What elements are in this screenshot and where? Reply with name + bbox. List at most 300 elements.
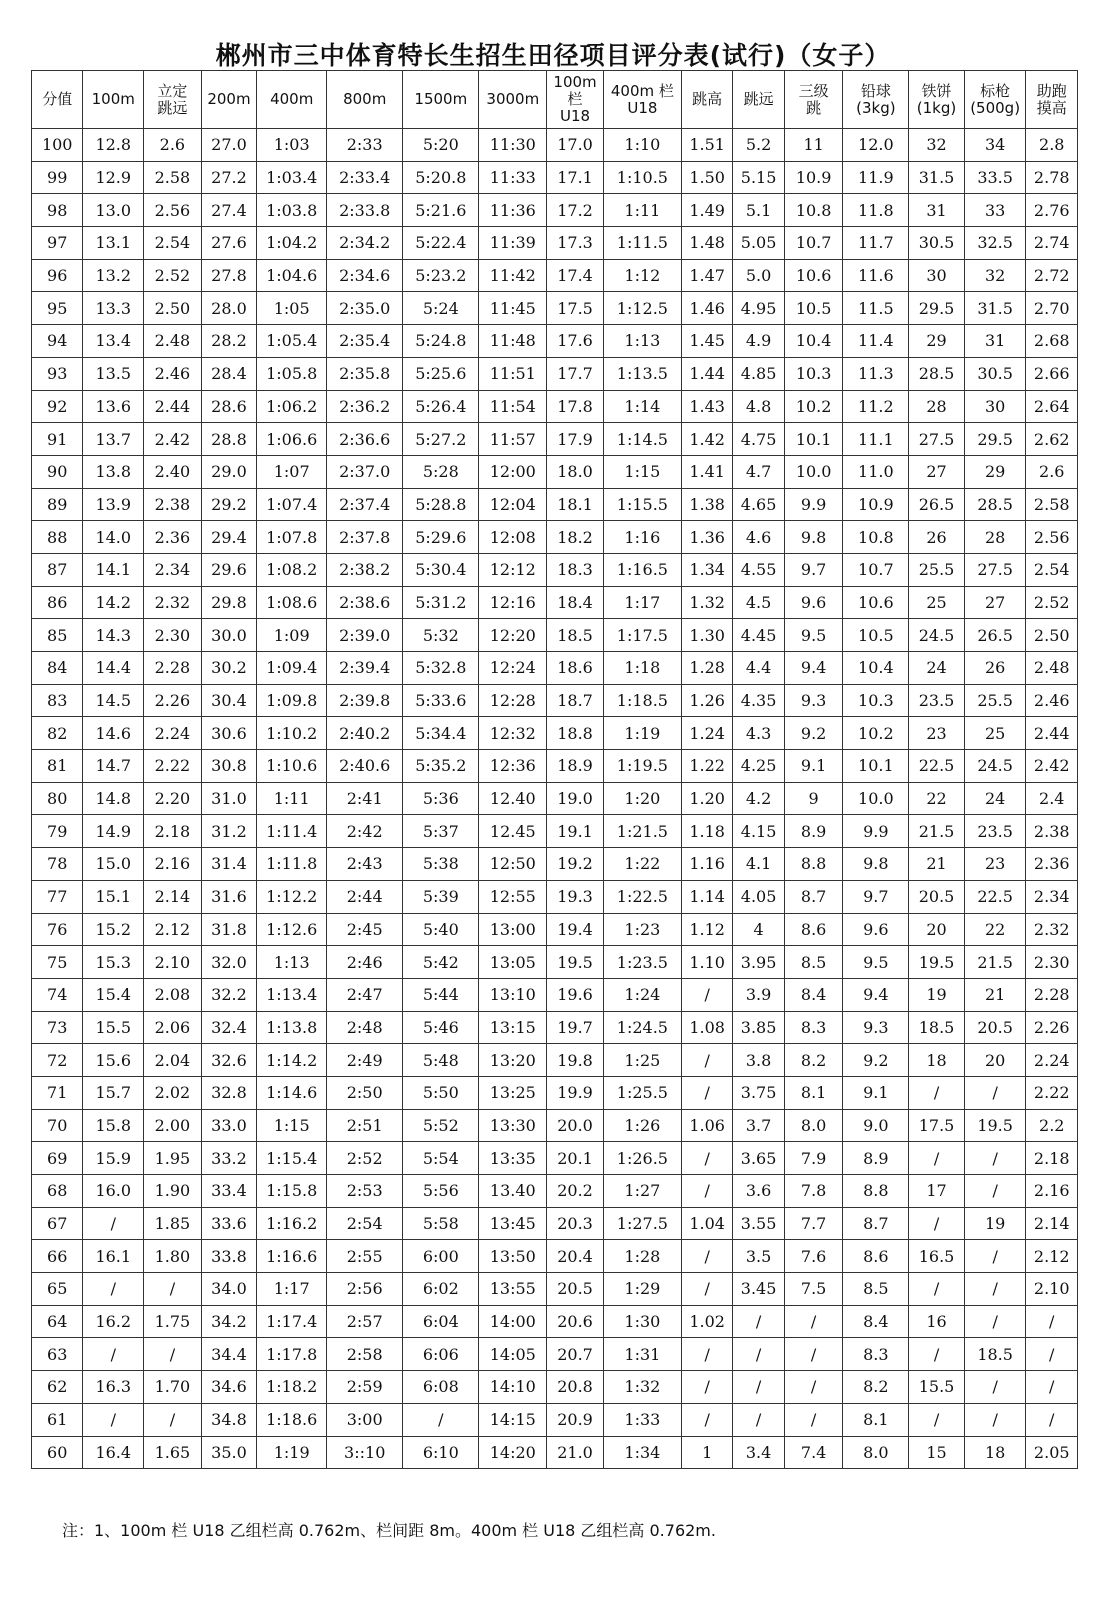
score-cell: 79 bbox=[32, 815, 83, 848]
table-cell: 1:34 bbox=[603, 1436, 681, 1469]
table-cell: 35.0 bbox=[201, 1436, 257, 1469]
table-cell: 10.2 bbox=[843, 717, 909, 750]
table-cell: / bbox=[784, 1371, 843, 1404]
table-cell: 5:56 bbox=[403, 1175, 479, 1208]
table-cell: 4.6 bbox=[733, 521, 784, 554]
table-cell: 27.4 bbox=[201, 194, 257, 227]
table-cell: 3.55 bbox=[733, 1207, 784, 1240]
table-cell: 27 bbox=[909, 455, 965, 488]
table-cell: 5:40 bbox=[403, 913, 479, 946]
table-cell: 19.1 bbox=[547, 815, 604, 848]
table-cell: 2.4 bbox=[1026, 782, 1078, 815]
table-cell: 1.41 bbox=[681, 455, 732, 488]
table-cell: 20.9 bbox=[547, 1403, 604, 1436]
table-cell: 1:07.8 bbox=[257, 521, 327, 554]
table-row bbox=[32, 1207, 1078, 1240]
table-cell: 34.8 bbox=[201, 1403, 257, 1436]
column-header: 跳远 bbox=[733, 71, 784, 129]
table-cell: 6:00 bbox=[403, 1240, 479, 1273]
table-cell: 24 bbox=[909, 652, 965, 685]
table-cell: 18.8 bbox=[547, 717, 604, 750]
score-cell: 80 bbox=[32, 782, 83, 815]
table-cell: 19.0 bbox=[547, 782, 604, 815]
table-cell: 6:08 bbox=[403, 1371, 479, 1404]
table-cell: 11.6 bbox=[843, 259, 909, 292]
table-cell: 33 bbox=[964, 194, 1026, 227]
table-cell: 14.2 bbox=[83, 586, 144, 619]
table-cell: 29 bbox=[964, 455, 1026, 488]
table-cell: 33.8 bbox=[201, 1240, 257, 1273]
table-cell: 5:29.6 bbox=[403, 521, 479, 554]
table-cell: 30.0 bbox=[201, 619, 257, 652]
table-row bbox=[32, 815, 1078, 848]
table-cell: 32.4 bbox=[201, 1011, 257, 1044]
table-cell: 13:05 bbox=[479, 946, 547, 979]
table-cell: 15.8 bbox=[83, 1109, 144, 1142]
table-cell: / bbox=[909, 1142, 965, 1175]
table-cell: 9.1 bbox=[843, 1076, 909, 1109]
table-cell: 14:15 bbox=[479, 1403, 547, 1436]
table-cell: 1.32 bbox=[681, 586, 732, 619]
table-cell: 11.5 bbox=[843, 292, 909, 325]
table-cell: / bbox=[964, 1142, 1026, 1175]
table-cell: 13.6 bbox=[83, 390, 144, 423]
table-cell: 15.1 bbox=[83, 880, 144, 913]
table-cell: 5.1 bbox=[733, 194, 784, 227]
table-cell: 32 bbox=[909, 129, 965, 162]
table-cell: 1:31 bbox=[603, 1338, 681, 1371]
table-cell: 1:05 bbox=[257, 292, 327, 325]
table-cell: 23.5 bbox=[964, 815, 1026, 848]
table-cell: 18.5 bbox=[547, 619, 604, 652]
table-cell: 18 bbox=[964, 1436, 1026, 1469]
table-cell: 11:51 bbox=[479, 357, 547, 390]
table-cell: 28 bbox=[964, 521, 1026, 554]
table-cell: 26 bbox=[964, 652, 1026, 685]
table-cell: 2:51 bbox=[327, 1109, 403, 1142]
table-cell: 2:43 bbox=[327, 848, 403, 881]
table-cell: 30.5 bbox=[964, 357, 1026, 390]
table-cell: 8.2 bbox=[784, 1044, 843, 1077]
table-cell: 1.08 bbox=[681, 1011, 732, 1044]
table-cell: 13.7 bbox=[83, 423, 144, 456]
table-cell: 11.3 bbox=[843, 357, 909, 390]
table-cell: 3:00 bbox=[327, 1403, 403, 1436]
table-cell: 1:13.8 bbox=[257, 1011, 327, 1044]
table-cell: 20.5 bbox=[964, 1011, 1026, 1044]
table-cell: / bbox=[681, 1142, 732, 1175]
table-cell: 2.04 bbox=[144, 1044, 202, 1077]
table-row bbox=[32, 946, 1078, 979]
table-cell: 32 bbox=[964, 259, 1026, 292]
table-cell: 17.1 bbox=[547, 161, 604, 194]
table-cell: 1:08.6 bbox=[257, 586, 327, 619]
table-cell: 1.50 bbox=[681, 161, 732, 194]
table-cell: 2.34 bbox=[1026, 880, 1078, 913]
table-cell: 6:10 bbox=[403, 1436, 479, 1469]
table-cell: 29.4 bbox=[201, 521, 257, 554]
score-cell: 96 bbox=[32, 259, 83, 292]
table-cell: 4.4 bbox=[733, 652, 784, 685]
table-cell: 2.00 bbox=[144, 1109, 202, 1142]
table-cell: 5:42 bbox=[403, 946, 479, 979]
table-cell: 12:16 bbox=[479, 586, 547, 619]
score-cell: 88 bbox=[32, 521, 83, 554]
table-row bbox=[32, 357, 1078, 390]
table-cell: 29.6 bbox=[201, 553, 257, 586]
table-cell: 2:33.8 bbox=[327, 194, 403, 227]
table-cell: 2.64 bbox=[1026, 390, 1078, 423]
table-cell: 32.0 bbox=[201, 946, 257, 979]
table-cell: 28.6 bbox=[201, 390, 257, 423]
table-cell: / bbox=[909, 1338, 965, 1371]
table-cell: 2.20 bbox=[144, 782, 202, 815]
table-cell: 14.1 bbox=[83, 553, 144, 586]
table-cell: 2.52 bbox=[144, 259, 202, 292]
table-row bbox=[32, 553, 1078, 586]
table-cell: / bbox=[1026, 1305, 1078, 1338]
table-cell: 28.5 bbox=[964, 488, 1026, 521]
table-cell: 2:40.6 bbox=[327, 750, 403, 783]
table-cell: 5:31.2 bbox=[403, 586, 479, 619]
table-cell: 19.5 bbox=[964, 1109, 1026, 1142]
table-cell: 14.8 bbox=[83, 782, 144, 815]
table-cell: 29.0 bbox=[201, 455, 257, 488]
table-cell: 31.8 bbox=[201, 913, 257, 946]
table-cell: 2.70 bbox=[1026, 292, 1078, 325]
table-cell: 1.75 bbox=[144, 1305, 202, 1338]
table-cell: 1.48 bbox=[681, 227, 732, 260]
table-cell: 33.4 bbox=[201, 1175, 257, 1208]
table-cell: 22 bbox=[964, 913, 1026, 946]
column-header: 铅球 (3kg) bbox=[843, 71, 909, 129]
table-cell: 1.34 bbox=[681, 553, 732, 586]
table-row bbox=[32, 1403, 1078, 1436]
table-cell: 1:25 bbox=[603, 1044, 681, 1077]
table-cell: 2:58 bbox=[327, 1338, 403, 1371]
table-cell: 2.02 bbox=[144, 1076, 202, 1109]
table-cell: 14:20 bbox=[479, 1436, 547, 1469]
table-cell: 2:39.4 bbox=[327, 652, 403, 685]
table-cell: / bbox=[964, 1403, 1026, 1436]
table-cell: 2:40.2 bbox=[327, 717, 403, 750]
table-cell: 18.2 bbox=[547, 521, 604, 554]
table-cell: 31.5 bbox=[964, 292, 1026, 325]
table-cell: 1:03.8 bbox=[257, 194, 327, 227]
table-cell: / bbox=[1026, 1338, 1078, 1371]
table-cell: 3.45 bbox=[733, 1273, 784, 1306]
table-cell: 2.56 bbox=[144, 194, 202, 227]
table-cell: 15.5 bbox=[83, 1011, 144, 1044]
table-cell: 1.12 bbox=[681, 913, 732, 946]
table-cell: 2.58 bbox=[144, 161, 202, 194]
table-cell: 13:45 bbox=[479, 1207, 547, 1240]
table-cell: 8.5 bbox=[784, 946, 843, 979]
table-cell: / bbox=[909, 1076, 965, 1109]
table-cell: 17.5 bbox=[547, 292, 604, 325]
table-cell: 2.16 bbox=[144, 848, 202, 881]
table-cell: 12:24 bbox=[479, 652, 547, 685]
table-cell: 1:12 bbox=[603, 259, 681, 292]
table-cell: 2.54 bbox=[1026, 553, 1078, 586]
table-cell: 12:08 bbox=[479, 521, 547, 554]
table-cell: 3.4 bbox=[733, 1436, 784, 1469]
column-header: 100m bbox=[83, 71, 144, 129]
table-cell: 5:37 bbox=[403, 815, 479, 848]
column-header: 3000m bbox=[479, 71, 547, 129]
table-cell: 1:23 bbox=[603, 913, 681, 946]
table-cell: 1:12.2 bbox=[257, 880, 327, 913]
score-cell: 78 bbox=[32, 848, 83, 881]
table-cell: 4 bbox=[733, 913, 784, 946]
table-cell: 3.9 bbox=[733, 978, 784, 1011]
table-cell: / bbox=[784, 1305, 843, 1338]
table-cell: 2.46 bbox=[144, 357, 202, 390]
table-cell: 20.6 bbox=[547, 1305, 604, 1338]
table-cell: 1:21.5 bbox=[603, 815, 681, 848]
table-cell: 13:15 bbox=[479, 1011, 547, 1044]
table-cell: 10.4 bbox=[843, 652, 909, 685]
column-header: 400m bbox=[257, 71, 327, 129]
table-cell: 8.7 bbox=[784, 880, 843, 913]
score-cell: 63 bbox=[32, 1338, 83, 1371]
score-cell: 66 bbox=[32, 1240, 83, 1273]
table-row bbox=[32, 259, 1078, 292]
table-cell: 5:32 bbox=[403, 619, 479, 652]
table-cell: 1:18 bbox=[603, 652, 681, 685]
table-cell: 28.4 bbox=[201, 357, 257, 390]
table-cell: 4.35 bbox=[733, 684, 784, 717]
table-cell: 13:50 bbox=[479, 1240, 547, 1273]
table-cell: 20.3 bbox=[547, 1207, 604, 1240]
table-cell: 10.2 bbox=[784, 390, 843, 423]
table-cell: 13:25 bbox=[479, 1076, 547, 1109]
table-cell: 1:24 bbox=[603, 978, 681, 1011]
table-cell: 11.1 bbox=[843, 423, 909, 456]
table-cell: 1:27 bbox=[603, 1175, 681, 1208]
table-cell: 21.0 bbox=[547, 1436, 604, 1469]
table-cell: 14.9 bbox=[83, 815, 144, 848]
table-cell: 14.6 bbox=[83, 717, 144, 750]
table-cell: 32.6 bbox=[201, 1044, 257, 1077]
table-cell: 12:32 bbox=[479, 717, 547, 750]
table-cell: 27.5 bbox=[964, 553, 1026, 586]
table-cell: / bbox=[964, 1076, 1026, 1109]
table-cell: 2:38.6 bbox=[327, 586, 403, 619]
table-cell: 15.2 bbox=[83, 913, 144, 946]
table-cell: 15.3 bbox=[83, 946, 144, 979]
table-cell: 1:09 bbox=[257, 619, 327, 652]
table-cell: / bbox=[733, 1371, 784, 1404]
column-header: 1500m bbox=[403, 71, 479, 129]
table-cell: 5:23.2 bbox=[403, 259, 479, 292]
table-cell: 10.5 bbox=[843, 619, 909, 652]
table-cell: 2:37.8 bbox=[327, 521, 403, 554]
table-cell: 1:19 bbox=[603, 717, 681, 750]
table-cell: 11:30 bbox=[479, 129, 547, 162]
table-cell: 2.06 bbox=[144, 1011, 202, 1044]
table-row bbox=[32, 586, 1078, 619]
table-cell: 2:53 bbox=[327, 1175, 403, 1208]
table-cell: 21.5 bbox=[964, 946, 1026, 979]
table-cell: 30.6 bbox=[201, 717, 257, 750]
table-cell: 2.12 bbox=[144, 913, 202, 946]
table-cell: 5:20.8 bbox=[403, 161, 479, 194]
table-cell: 19 bbox=[964, 1207, 1026, 1240]
table-cell: 1:23.5 bbox=[603, 946, 681, 979]
table-cell: 11:45 bbox=[479, 292, 547, 325]
table-cell: 2.26 bbox=[1026, 1011, 1078, 1044]
table-cell: 2.72 bbox=[1026, 259, 1078, 292]
table-cell: 2:41 bbox=[327, 782, 403, 815]
table-cell: / bbox=[964, 1305, 1026, 1338]
table-cell: 23.5 bbox=[909, 684, 965, 717]
table-cell: 2.44 bbox=[1026, 717, 1078, 750]
table-cell: 2.18 bbox=[1026, 1142, 1078, 1175]
table-cell: 29.2 bbox=[201, 488, 257, 521]
table-cell: 15.6 bbox=[83, 1044, 144, 1077]
table-cell: 1:15 bbox=[603, 455, 681, 488]
table-cell: 2.38 bbox=[1026, 815, 1078, 848]
table-cell: 14.7 bbox=[83, 750, 144, 783]
table-cell: 10.0 bbox=[784, 455, 843, 488]
table-cell: 8.5 bbox=[843, 1273, 909, 1306]
table-cell: 31 bbox=[964, 325, 1026, 358]
table-cell: 1:10 bbox=[603, 129, 681, 162]
table-cell: 1.85 bbox=[144, 1207, 202, 1240]
table-cell: 3.7 bbox=[733, 1109, 784, 1142]
table-cell: 11:48 bbox=[479, 325, 547, 358]
table-cell: 20.4 bbox=[547, 1240, 604, 1273]
score-cell: 85 bbox=[32, 619, 83, 652]
table-cell: / bbox=[964, 1240, 1026, 1273]
table-cell: 21 bbox=[964, 978, 1026, 1011]
table-cell: 9.6 bbox=[784, 586, 843, 619]
table-cell: 1:03 bbox=[257, 129, 327, 162]
table-cell: 14.4 bbox=[83, 652, 144, 685]
table-cell: 1:24.5 bbox=[603, 1011, 681, 1044]
table-cell: 1:06.6 bbox=[257, 423, 327, 456]
table-cell: 9.8 bbox=[784, 521, 843, 554]
table-cell: 19.4 bbox=[547, 913, 604, 946]
table-cell: 31.0 bbox=[201, 782, 257, 815]
table-cell: 8.1 bbox=[843, 1403, 909, 1436]
table-cell: 1.45 bbox=[681, 325, 732, 358]
score-cell: 86 bbox=[32, 586, 83, 619]
table-cell: 8.9 bbox=[784, 815, 843, 848]
table-cell: 22.5 bbox=[964, 880, 1026, 913]
table-cell: 2.2 bbox=[1026, 1109, 1078, 1142]
table-cell: 2.42 bbox=[1026, 750, 1078, 783]
table-cell: 13.40 bbox=[479, 1175, 547, 1208]
table-row bbox=[32, 848, 1078, 881]
table-cell: 11.9 bbox=[843, 161, 909, 194]
table-cell: 1.06 bbox=[681, 1109, 732, 1142]
table-cell: 25 bbox=[964, 717, 1026, 750]
table-cell: 10.9 bbox=[843, 488, 909, 521]
table-cell: / bbox=[909, 1273, 965, 1306]
score-cell: 72 bbox=[32, 1044, 83, 1077]
score-cell: 70 bbox=[32, 1109, 83, 1142]
table-cell: 1:15.8 bbox=[257, 1175, 327, 1208]
table-cell: 1:15.5 bbox=[603, 488, 681, 521]
table-row bbox=[32, 978, 1078, 1011]
score-cell: 82 bbox=[32, 717, 83, 750]
table-cell: 30 bbox=[964, 390, 1026, 423]
table-cell: 5:38 bbox=[403, 848, 479, 881]
table-cell: 26.5 bbox=[964, 619, 1026, 652]
table-cell: 2:39.8 bbox=[327, 684, 403, 717]
table-cell: 20.5 bbox=[909, 880, 965, 913]
table-cell: 16.2 bbox=[83, 1305, 144, 1338]
table-cell: 1.65 bbox=[144, 1436, 202, 1469]
table-cell: 1.20 bbox=[681, 782, 732, 815]
page-title: 郴州市三中体育特长生招生田径项目评分表(试行)（女子） bbox=[215, 41, 891, 70]
table-row bbox=[32, 455, 1078, 488]
table-cell: 8.7 bbox=[843, 1207, 909, 1240]
table-cell: 11:57 bbox=[479, 423, 547, 456]
table-cell: 5.2 bbox=[733, 129, 784, 162]
table-cell: 19.2 bbox=[547, 848, 604, 881]
table-cell: 10.3 bbox=[843, 684, 909, 717]
table-cell: 9.0 bbox=[843, 1109, 909, 1142]
score-cell: 89 bbox=[32, 488, 83, 521]
table-cell: 8.4 bbox=[843, 1305, 909, 1338]
table-cell: 1.14 bbox=[681, 880, 732, 913]
table-cell: 30 bbox=[909, 259, 965, 292]
score-cell: 93 bbox=[32, 357, 83, 390]
table-cell: 28.8 bbox=[201, 423, 257, 456]
table-cell: 4.7 bbox=[733, 455, 784, 488]
table-cell: 4.45 bbox=[733, 619, 784, 652]
table-cell: 11 bbox=[784, 129, 843, 162]
table-cell: 22.5 bbox=[909, 750, 965, 783]
table-cell: 2:52 bbox=[327, 1142, 403, 1175]
table-cell: 20.8 bbox=[547, 1371, 604, 1404]
table-cell: 1:17.4 bbox=[257, 1305, 327, 1338]
table-cell: 1.42 bbox=[681, 423, 732, 456]
table-cell: 5:24 bbox=[403, 292, 479, 325]
table-cell: / bbox=[681, 1338, 732, 1371]
table-cell: 26.5 bbox=[909, 488, 965, 521]
table-cell: 1:17.5 bbox=[603, 619, 681, 652]
table-cell: 29.8 bbox=[201, 586, 257, 619]
table-cell: 2.14 bbox=[144, 880, 202, 913]
table-cell: 2:55 bbox=[327, 1240, 403, 1273]
table-cell: 14.3 bbox=[83, 619, 144, 652]
table-cell: 27.6 bbox=[201, 227, 257, 260]
table-cell: 24.5 bbox=[909, 619, 965, 652]
table-cell: 12.0 bbox=[843, 129, 909, 162]
table-cell: 4.55 bbox=[733, 553, 784, 586]
table-cell: 1:32 bbox=[603, 1371, 681, 1404]
table-cell: 2.44 bbox=[144, 390, 202, 423]
table-cell: 12:36 bbox=[479, 750, 547, 783]
table-cell: 1.95 bbox=[144, 1142, 202, 1175]
table-cell: 19.6 bbox=[547, 978, 604, 1011]
table-cell: 1:10.5 bbox=[603, 161, 681, 194]
table-cell: 1:12.6 bbox=[257, 913, 327, 946]
table-cell: 2:44 bbox=[327, 880, 403, 913]
table-cell: 17 bbox=[909, 1175, 965, 1208]
table-cell: 8.8 bbox=[784, 848, 843, 881]
table-cell: 4.2 bbox=[733, 782, 784, 815]
table-cell: 10.7 bbox=[843, 553, 909, 586]
table-cell: 2:39.0 bbox=[327, 619, 403, 652]
table-cell: 3.5 bbox=[733, 1240, 784, 1273]
table-cell: 2.6 bbox=[144, 129, 202, 162]
table-cell: 2:36.6 bbox=[327, 423, 403, 456]
